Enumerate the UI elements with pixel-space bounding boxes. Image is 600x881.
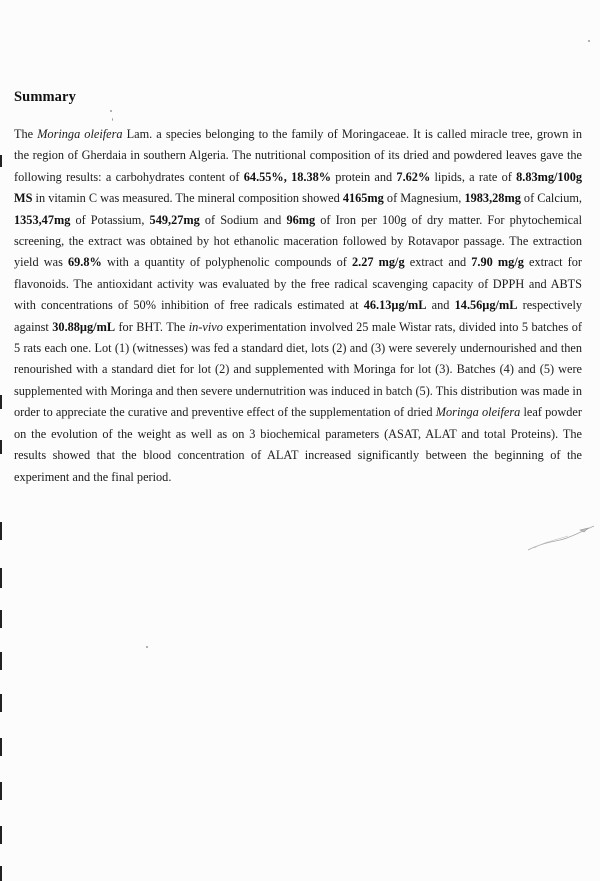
bold-value: 18.38% [291, 169, 332, 184]
summary-paragraph [14, 124, 582, 488]
binding-mark [0, 610, 2, 628]
binding-mark [0, 782, 2, 800]
text-run: protein and [331, 169, 397, 184]
text-run: in vitamin C was measured. The mineral composition showed [32, 191, 343, 206]
text-run: experimentation involved 25 male Wistar rats, divided into 5 batches of 5 rats each one. Lot (1) (witnesses) was fed a standard diet, lots (2) and (3) were severely undernourished and then renourished with a standard diet for lot (2) and supplemented with Moringa for lot (3). Batches (4) and (5) were supplemented with Moringa and then severe undernutrition was induced in batch (5). This distribution was made in order to appreciate the curative and preventive effect of the supplementation of dried [14, 319, 582, 420]
bold-value: 549,27mg [149, 212, 200, 227]
binding-mark [0, 694, 2, 712]
binding-mark [0, 738, 2, 756]
bold-value: 69.8% [68, 255, 102, 270]
text-run: of Calcium, [520, 191, 583, 206]
bold-value: 14.56µg/mL [454, 298, 518, 313]
text-run: extract and [404, 255, 472, 270]
text-run: of Sodium and [199, 212, 287, 227]
text-run: with a quantity of polyphenolic compounds of [101, 255, 352, 270]
text-run: of Potassium, [70, 212, 150, 227]
binding-mark [0, 866, 2, 881]
text-run: and [426, 298, 455, 313]
binding-mark [0, 395, 2, 409]
text-run: Lam. a species belonging to the family of Moringaceae. It is called miracle tree, grown in the region of Gherdaia in southern Algeria. The nutritional composition of its dried and powdered leaves gave the following results: a carbohydrates content of [14, 127, 582, 184]
scan-speck [110, 110, 112, 112]
bold-value: 7.90 mg/g [471, 255, 524, 270]
scan-speck [112, 118, 113, 121]
bold-value: 46.13µg/mL [363, 298, 427, 313]
bold-value: 1983,28mg [464, 191, 521, 206]
text-run: of Magnesium, [383, 191, 465, 206]
text-run: extract for flavonoids. The antioxidant activity was evaluated by the free radical scavenging capacity of DPPH and ABTS with concentrations of 50% inhibition of free radicals estimated at [14, 255, 582, 313]
text-run: respectively against [14, 298, 583, 334]
summary-heading: Summary [14, 89, 76, 105]
binding-mark [0, 568, 2, 588]
scan-speck [588, 40, 590, 42]
pencil-scribble [520, 520, 600, 560]
text-run: of Iron per 100g of dry matter. For phytochemical screening, the extract was obtained by hot ethanolic maceration followed by Rotavapor passage. The extraction yield was [14, 212, 582, 270]
bold-value: 64.55%, [243, 169, 287, 184]
binding-mark [0, 826, 2, 844]
text-run: leaf powder on the evolution of the weight as well as on 3 biochemical parameters (ASAT, ALAT and total Proteins). The results showed that the blood concentration of ALAT increased significantly between the beginning of the experiment and the final period. [14, 405, 582, 484]
binding-mark [0, 440, 2, 454]
bold-value: 8.83mg/100g MS [14, 169, 583, 206]
text-run: The [14, 127, 38, 141]
binding-mark [0, 155, 2, 167]
bold-value: 1353,47mg [14, 212, 71, 227]
bold-value: 4165mg [342, 191, 384, 206]
italic-term: Moringa oleifera [435, 405, 521, 420]
italic-term: in-vivo [188, 319, 223, 334]
bold-value: 30.88µg/mL [52, 319, 116, 334]
bold-value: 7.62% [396, 169, 431, 184]
text-run: lipids, a rate of [430, 169, 517, 184]
bold-value: 2.27 mg/g [352, 255, 405, 270]
bold-value: 96mg [286, 212, 316, 227]
binding-mark [0, 522, 2, 540]
italic-term: Moringa oleifera [37, 127, 123, 141]
text-run: for BHT. The [115, 319, 189, 334]
scan-speck [146, 646, 148, 648]
binding-mark [0, 652, 2, 670]
